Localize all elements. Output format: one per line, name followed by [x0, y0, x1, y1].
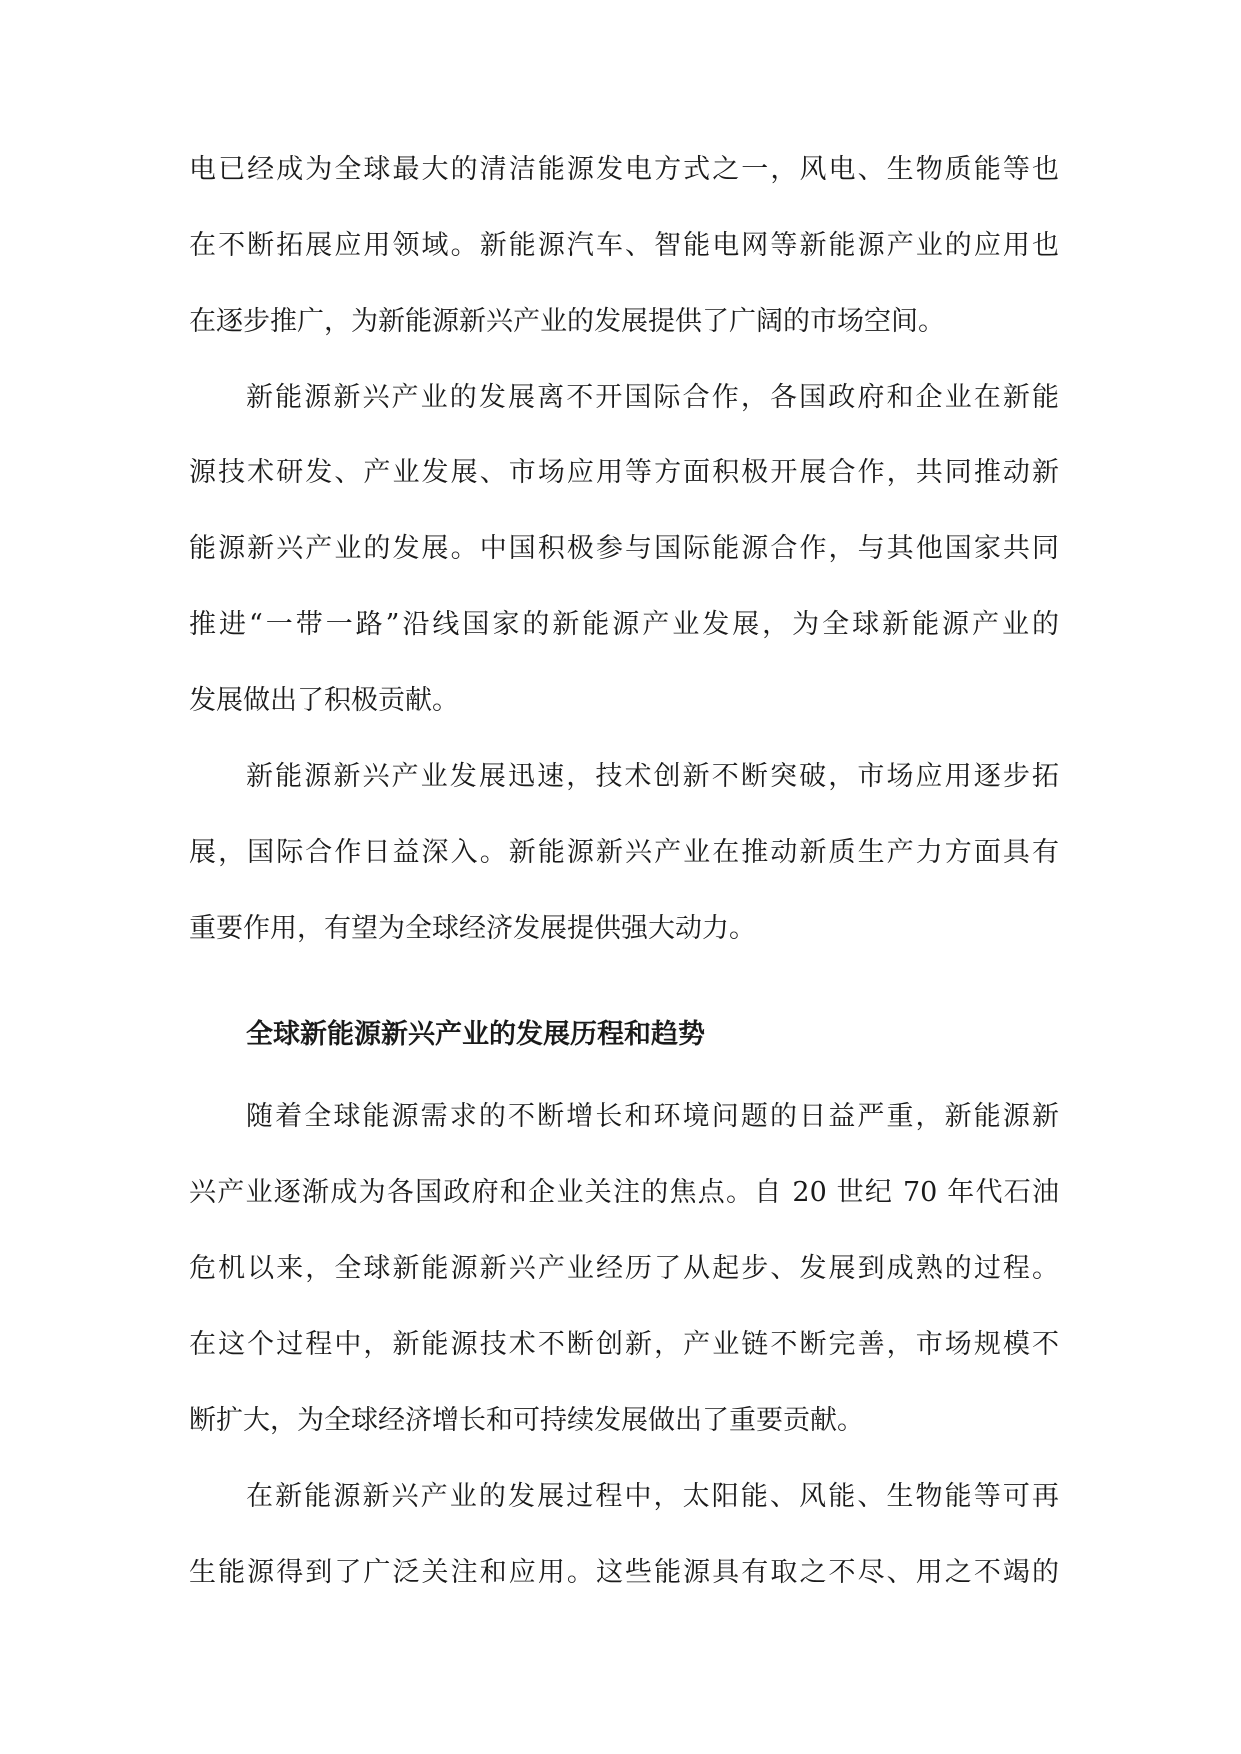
section-heading: 全球新能源新兴产业的发展历程和趋势: [246, 1019, 705, 1050]
body-line: 兴产业逐渐成为各国政府和企业关注的焦点。自 20 世纪 70 年代石油: [189, 1177, 1059, 1208]
paragraph-first-line: 新能源新兴产业发展迅速，技术创新不断突破，市场应用逐步拓: [246, 761, 1059, 792]
body-line: 发展做出了积极贡献。: [189, 685, 459, 716]
body-line: 电已经成为全球最大的清洁能源发电方式之一，风电、生物质能等也: [189, 154, 1059, 185]
body-line: 重要作用，有望为全球经济发展提供强大动力。: [189, 913, 756, 944]
body-line: 能源新兴产业的发展。中国积极参与国际能源合作，与其他国家共同: [189, 533, 1059, 564]
body-line: 在这个过程中，新能源技术不断创新，产业链不断完善，市场规模不: [189, 1329, 1059, 1360]
body-line: 在逐步推广，为新能源新兴产业的发展提供了广阔的市场空间。: [189, 306, 945, 337]
paragraph-first-line: 在新能源新兴产业的发展过程中，太阳能、风能、生物能等可再: [246, 1481, 1059, 1512]
paragraph-first-line: 新能源新兴产业的发展离不开国际合作，各国政府和企业在新能: [246, 382, 1059, 413]
body-line: 源技术研发、产业发展、市场应用等方面积极开展合作，共同推动新: [189, 457, 1059, 488]
body-line: 危机以来，全球新能源新兴产业经历了从起步、发展到成熟的过程。: [189, 1253, 1059, 1284]
body-line: 推进“一带一路”沿线国家的新能源产业发展，为全球新能源产业的: [189, 609, 1059, 640]
body-line: 展，国际合作日益深入。新能源新兴产业在推动新质生产力方面具有: [189, 837, 1059, 868]
body-line: 断扩大，为全球经济增长和可持续发展做出了重要贡献。: [189, 1405, 864, 1436]
body-line: 在不断拓展应用领域。新能源汽车、智能电网等新能源产业的应用也: [189, 230, 1059, 261]
paragraph-first-line: 随着全球能源需求的不断增长和环境问题的日益严重，新能源新: [246, 1101, 1059, 1132]
body-line: 生能源得到了广泛关注和应用。这些能源具有取之不尽、用之不竭的: [189, 1557, 1059, 1588]
